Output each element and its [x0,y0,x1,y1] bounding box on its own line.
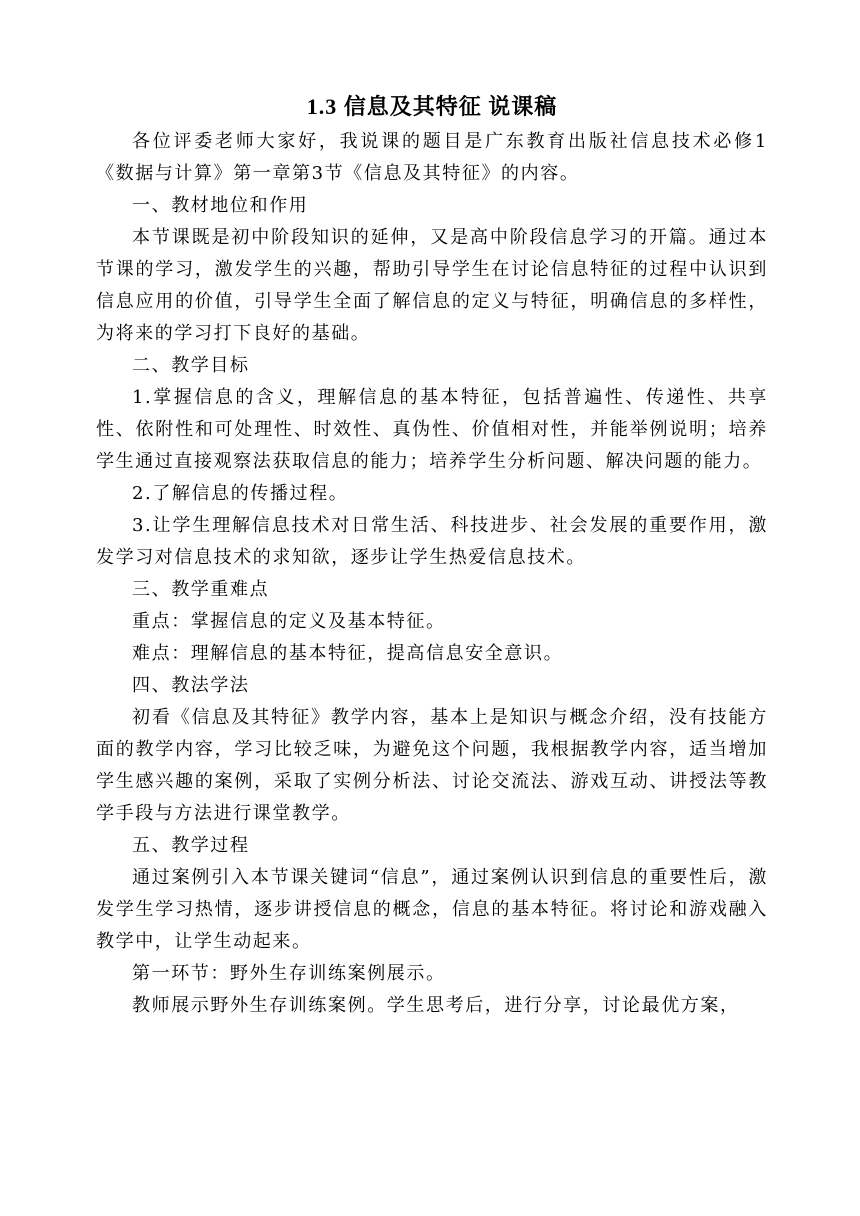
section-heading-textbook-role: 一、教材地位和作用 [132,195,309,216]
stage-one-heading: 第一环节：野外生存训练案例展示。 [132,963,446,984]
intro-paragraph: 各位评委老师大家好，我说课的题目是广东教育出版社信息技术必修1《数据与计算》第一章第3节《信息及其特征》的内容。 [96,131,768,184]
goal-item-3: 3.让学生理解信息技术对日常生活、科技进步、社会发展的重要作用，激发学习对信息技术的求知欲，逐步让学生热爱信息技术。 [96,515,768,568]
goal-item-2: 2.了解信息的传播过程。 [132,483,349,504]
methods-paragraph: 初看《信息及其特征》教学内容，基本上是知识与概念介绍，没有技能方面的教学内容，学习比较乏味，为避免这个问题，我根据教学内容，适当增加学生感兴趣的案例，采取了实例分析法、讨论交流法、游戏互动、讲授法等教学手段与方法进行课堂教学。 [96,707,768,824]
stage-one-paragraph: 教师展示野外生存训练案例。学生思考后，进行分享，讨论最优方案， [132,995,740,1016]
process-paragraph: 通过案例引入本节课关键词“信息”，通过案例认识到信息的重要性后，激发学生学习热情，逐步讲授信息的概念，信息的基本特征。将讨论和游戏融入教学中，让学生动起来。 [96,867,768,952]
section-heading-process: 五、教学过程 [132,835,250,856]
goal-item-1: 1.掌握信息的含义，理解信息的基本特征，包括普遍性、传递性、共享性、依附性和可处理性、时效性、真伪性、价值相对性，并能举例说明；培养学生通过直接观察法获取信息的能力；培养学生分析问题、解决问题的能力。 [96,387,768,472]
difficult-point-paragraph: 难点：理解信息的基本特征，提高信息安全意识。 [132,643,564,664]
section-heading-key-points: 三、教学重难点 [132,579,270,600]
section-heading-teaching-goals: 二、教学目标 [132,355,250,376]
textbook-role-paragraph: 本节课既是初中阶段知识的延伸，又是高中阶段信息学习的开篇。通过本节课的学习，激发学生的兴趣，帮助引导学生在讨论信息特征的过程中认识到信息应用的价值，引导学生全面了解信息的定义与特征，明确信息的多样性，为将来的学习打下良好的基础。 [96,227,768,344]
key-point-paragraph: 重点：掌握信息的定义及基本特征。 [132,611,446,632]
document-body [96,90,768,1022]
document-title: 1.3 信息及其特征 说课稿 [306,94,558,119]
section-heading-methods: 四、教法学法 [132,675,250,696]
